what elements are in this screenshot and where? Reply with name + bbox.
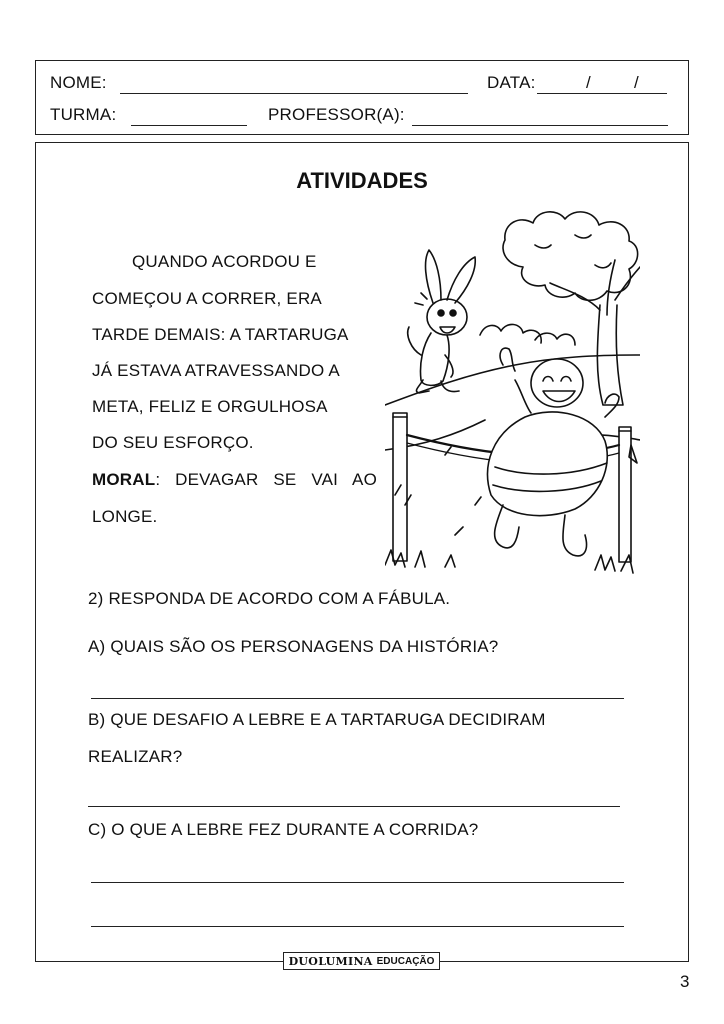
- tortoise-icon: [488, 348, 619, 556]
- professor-field[interactable]: [412, 125, 668, 126]
- question-b-line1: B) QUE DESAFIO A LEBRE E A TARTARUGA DECIDIRAM: [88, 710, 546, 729]
- brand-name: DUOLUMINA: [288, 954, 373, 968]
- brand-footer: [283, 952, 440, 970]
- hare-icon: [408, 250, 476, 393]
- question-a: A) QUAIS SÃO OS PERSONAGENS DA HISTÓRIA?: [88, 637, 499, 656]
- moral-label: MORAL: [92, 470, 156, 489]
- answer-line-c-1[interactable]: [91, 882, 624, 883]
- moral-line-2: LONGE.: [92, 507, 158, 526]
- question-b-line2: REALIZAR?: [88, 747, 183, 766]
- moral-line: [92, 470, 377, 490]
- story-line: TARDE DEMAIS: A TARTARUGA: [92, 325, 349, 344]
- page-number: 3: [680, 972, 690, 991]
- question-c: C) O QUE A LEBRE FEZ DURANTE A CORRIDA?: [88, 820, 479, 839]
- nome-field[interactable]: [120, 93, 468, 94]
- hare-tortoise-illustration: [385, 205, 640, 580]
- page-title: ATIVIDADES: [296, 168, 428, 193]
- story-line: META, FELIZ E ORGULHOSA: [92, 397, 328, 416]
- turma-label: TURMA:: [50, 105, 117, 124]
- question-instruction: 2) RESPONDA DE ACORDO COM A FÁBULA.: [88, 589, 451, 608]
- story-line: JÁ ESTAVA ATRAVESSANDO A: [92, 361, 340, 380]
- nome-label: NOME:: [50, 73, 107, 92]
- answer-line-b[interactable]: [88, 806, 620, 807]
- data-label: DATA:: [487, 73, 536, 92]
- data-slash-2: /: [634, 73, 639, 92]
- moral-text: : DEVAGAR SE VAI AO: [155, 470, 377, 489]
- story-line: QUANDO ACORDOU E: [132, 252, 317, 271]
- finish-post-right: [619, 427, 631, 562]
- turma-field[interactable]: [131, 125, 247, 126]
- data-slash-1: /: [586, 73, 591, 92]
- professor-label: PROFESSOR(A):: [268, 105, 405, 124]
- answer-line-c-2[interactable]: [91, 926, 624, 927]
- brand-sub: EDUCAÇÃO: [376, 955, 435, 967]
- story-line: DO SEU ESFORÇO.: [92, 433, 254, 452]
- data-field[interactable]: [537, 93, 667, 94]
- answer-line-a[interactable]: [91, 698, 624, 699]
- story-line: COMEÇOU A CORRER, ERA: [92, 289, 322, 308]
